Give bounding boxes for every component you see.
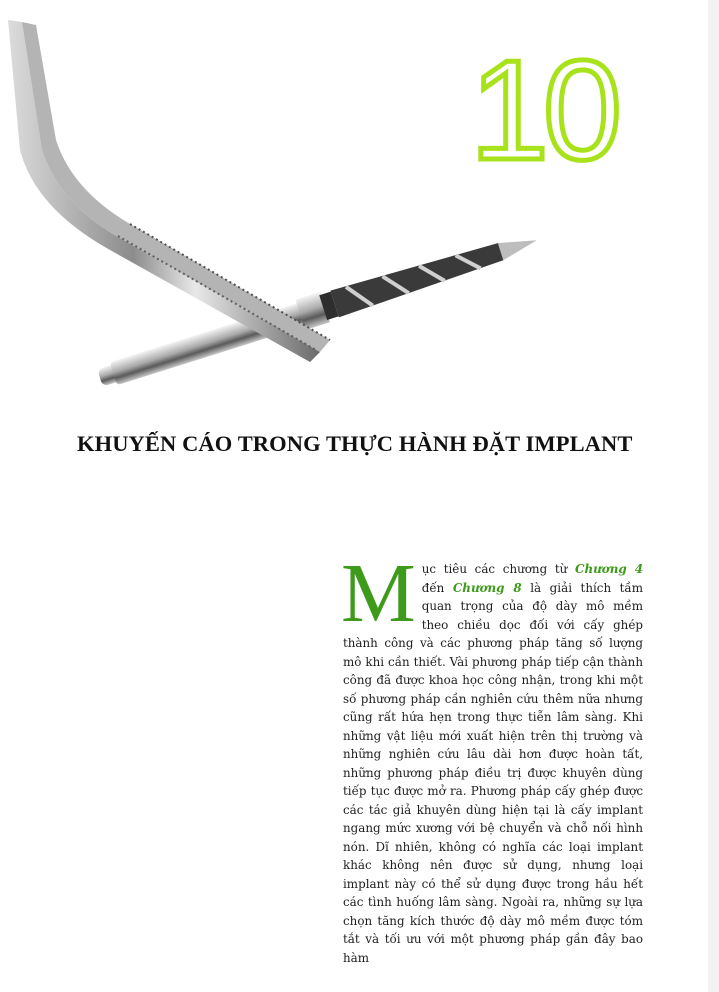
body-mid: đến xyxy=(421,580,453,595)
chapter-title: KHUYẾN CÁO TRONG THỰC HÀNH ĐẶT IMPLANT xyxy=(77,431,633,456)
chapter-number: 10 xyxy=(470,31,616,190)
body-rest: là giải thích tầm quan trọng của độ dày mô mềm theo chiều dọc đối với cấy ghép thành công và các phương pháp tăng số lượng mô khi cần thiết. Vài phương pháp tiếp cận thành công đã được khoa học công nhận, trong khi một số phương pháp cần nghiên cứu thêm nữa nhưng cũng rất hứa hẹn trong thực tiễn lâm sàng. Khi những vật liệu mới xuất hiện trên thị trường và những nghiên cứu lâu dài hơn được hoàn tất, những phương pháp điều trị được khuyên dùng tiếp tục được mở ra. Phương pháp cấy ghép được các tác giả khuyên dùng hiện tại là cấy implant ngang mức xương với bệ chuyển và chỗ nối hình nón. Dĩ nhiên, không có nghĩa các loại implant khác không nên được sử dụng, nhưng loại implant này có thể sử dụng được trong hầu hết các tình huống lâm sàng. Ngoài ra, những sự lựa chọn tăng kích thước độ dày mô mềm được tóm tắt và tối ưu với một phương pháp gần đây bao hàm xyxy=(343,580,643,965)
chapter-8-reference: Chương 8 xyxy=(452,580,522,595)
drop-cap: M xyxy=(341,547,416,640)
body-intro: ục tiêu các chương từ xyxy=(421,562,576,576)
body-paragraph xyxy=(341,547,643,967)
chapter-4-reference: Chương 4 xyxy=(575,562,643,576)
